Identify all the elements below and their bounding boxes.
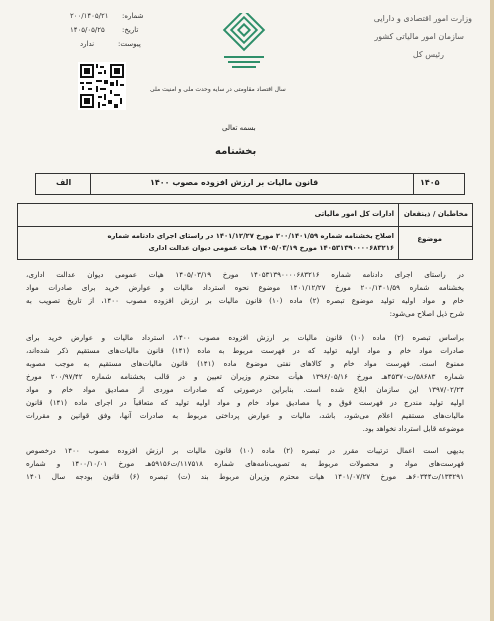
qr-code — [78, 62, 126, 110]
body-p3-line-3: ۱۳۳۲۹۱/ت۶۰۳۴۴هـ مورخ ۱۴۰۱/۰۷/۲۷ هیات محترم وزیران مربوط بند (ت) تبصره (۶) قانون بودجه سال ۱۴۰۱ — [26, 472, 464, 481]
ministry-line-1: وزارت امور اقتصادی و دارایی — [373, 14, 472, 23]
basmala: بسمه تعالی — [222, 124, 256, 132]
year-value: ۱۴۰۵ — [420, 178, 440, 187]
body-p1-line-3: خام و مواد اولیه تولید موضوع تبصره (۲) ماده (۱۰) قانون مالیات بر ارزش افزوده مصوب ۱۴۰۰، از تاریخ تصویب به — [26, 296, 464, 305]
doc-type-title: بخشنامه — [215, 146, 257, 157]
addressee-label: مخاطبان / ذینفعان — [403, 210, 468, 218]
body-p2-line-3: ممنوع است. فهرست مواد خام و کالاهای نفتی موضوع ماده (۱۴۱) قانون مالیات‌های مستقیم به موجب مصوبه — [26, 359, 464, 368]
date-value: ۱۴۰۵/۰۵/۲۵ — [70, 26, 105, 34]
binder-strip — [490, 0, 494, 621]
ministry-line-3: رئیس کل — [412, 50, 444, 59]
body-p3-line-1: بدیهی است اعمال ترتیبات مقرر در تبصره (۲) ماده (۱۰) قانون مالیات بر ارزش افزوده مصوب ۱۴۰۰ درخصوص — [26, 446, 464, 455]
emblem-icon — [218, 13, 270, 71]
body-p2-line-1: براساس تبصره (۲) ماده (۱۰) قانون مالیات بر ارزش افزوده مصوب ۱۴۰۰، استرداد مالیات و عوارض خرید برای — [26, 333, 464, 342]
attachment-label: پیوست: — [118, 40, 141, 48]
category-label: الف — [56, 178, 72, 187]
body-p2-line-7: مالیات‌های مستقیم اعلام می‌شود، باشد، مالیات و عوارض پرداختی مربوط به صادرات آنها، وفق قوانین و مقررات — [26, 411, 464, 420]
subject-label: موضوع — [417, 235, 442, 243]
body-p2-line-5: ۱۳۹۷/۰۲/۲۴ این سازمان ابلاغ شده است. بنابراین درصورتی که صادرات موردی از مصادیق مواد خام و مواد — [26, 385, 464, 394]
body-p1-line-2: بخشنامه شماره ۲۰۰/۱۴۰۱/۵۹ مورخ ۱۴۰۱/۱۲/۲۷ موضوع نحوه استرداد مالیات و عوارض خرید برای صادرات مواد — [26, 283, 464, 292]
body-p2-line-4: شماره ۵۸۶۸۳/ت۴۵۳۷۰هـ مورخ ۱۳۹۶/۰۵/۱۶ هیأت محترم وزیران تعیین و در قالب بخشنامه شماره ۲۰۰/۹۷/۴۲ مورخ — [26, 372, 464, 381]
addressee-value: ادارات کل امور مالیاتی — [314, 210, 394, 218]
date-label: تاریخ: — [122, 26, 139, 34]
year-motto: سال اقتصاد مقاومتی در سایه وحدت ملی و امنیت ملی — [150, 86, 286, 93]
body-p2-line-6: اولیه تولید مندرج در فهرست فوق و یا مصادیق مواد خام و مواد اولیه تولید که متعاقباً در اجرای ماده (۱۴۱) قانون — [26, 398, 464, 407]
body-p2-line-8: موضوعه قابل استرداد نخواهد بود. — [362, 424, 464, 433]
subject-line-1: اصلاح بخشنامه شماره ۲۰۰/۱۴۰۱/۵۹ مورخ ۱۴۰۱/۱۲/۲۷ در راستای اجرای دادنامه شماره — [107, 232, 394, 240]
subject-line-2: ۱۴۰۵۳۱۳۹۰۰۰۰۶۸۳۲۱۶ مورخ ۱۴۰۵/۰۳/۱۹ هیات عمومی دیوان عدالت اداری — [148, 244, 394, 252]
body-p1-line-4: شرح ذیل اصلاح می‌شود: — [389, 309, 464, 318]
attachment-value: ندارد — [80, 40, 95, 48]
body-p2-line-2: صادرات مواد خام و مواد اولیه تولید که در فهرست مربوط به ماده (۱۴۱) قانون مالیات‌های مستقیم ذکر شده‌اند، — [26, 346, 464, 355]
law-title: قانون مالیات بر ارزش افزوده مصوب ۱۴۰۰ — [150, 178, 319, 187]
number-value: ۲۰۰/۱۴۰۵/۲۱ — [70, 12, 109, 20]
body-p1-line-1: در راستای اجرای دادنامه شماره ۱۴۰۵۳۱۳۹۰۰۰۰۶۸۳۲۱۶ مورخ ۱۴۰۵/۰۳/۱۹ هیات عمومی دیوان عدالت اداری، — [26, 270, 464, 279]
body-p3-line-2: فهرست‌های مواد و محصولات مربوط به تصویب‌نامه‌های شماره ۱۱۷۵۱۸/ت۵۹۱۵۶هـ مورخ ۱۴۰۰/۱۰/۰۱ و شماره — [26, 459, 464, 468]
number-label: شماره: — [122, 12, 144, 20]
ministry-line-2: سازمان امور مالیاتی کشور — [374, 32, 464, 41]
